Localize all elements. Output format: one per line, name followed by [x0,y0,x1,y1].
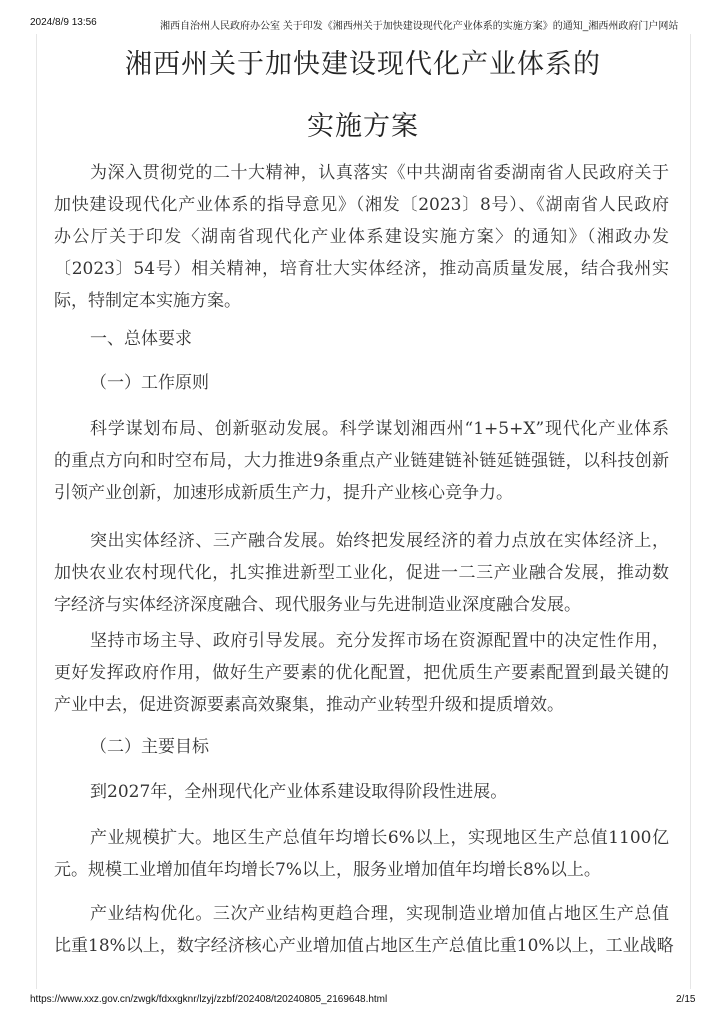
page-border-left [36,34,37,989]
print-datetime: 2024/8/9 13:56 [30,17,97,28]
document-title-line1: 湘西州关于加快建设现代化产业体系的 [125,49,601,80]
principle-line: 的重点方向和时空布局，大力推进9条重点产业链建链补链延链强链，以科技创新 [54,451,669,471]
principle-line: 坚持市场主导、政府引导发展。充分发挥市场在资源配置中的决定性作用， [90,631,669,651]
goal-intro: 到2027年，全州现代化产业体系建设取得阶段性进展。 [90,782,508,802]
goal-line: 产业规模扩大。地区生产总值年均增长6%以上，实现地区生产总值1100亿 [90,828,669,848]
section-heading: 一、总体要求 [90,329,192,349]
principle-line: 产业中去，促进资源要素高效聚集，推动产业转型升级和提质增效。 [54,695,564,715]
principle-line: 突出实体经济、三产融合发展。始终把发展经济的着力点放在实体经济上， [90,531,669,551]
intro-line: 为深入贯彻党的二十大精神，认真落实《中共湖南省委湖南省人民政府关于 [90,163,669,183]
document-title-line2: 实施方案 [307,111,419,142]
principle-line: 引领产业创新，加速形成新质生产力，提升产业核心竞争力。 [54,483,513,503]
intro-line: 办公厅关于印发〈湖南省现代化产业体系建设实施方案〉的通知》（湘政办发 [54,227,669,247]
page-border-right [690,34,691,989]
intro-line: 际，特制定本实施方案。 [54,291,241,311]
subsection-heading: （一）工作原则 [90,373,209,393]
principle-line: 更好发挥政府作用，做好生产要素的优化配置，把优质生产要素配置到最关键的 [54,663,669,683]
goal-line: 产业结构优化。三次产业结构更趋合理，实现制造业增加值占地区生产总值 [90,904,669,924]
subsection-heading: （二）主要目标 [90,737,209,757]
print-page-number: 2/15 [676,994,696,1005]
principle-line: 字经济与实体经济深度融合、现代服务业与先进制造业深度融合发展。 [54,595,581,615]
print-url: https://www.xxz.gov.cn/zwgk/fdxxgknr/lzyj/zzbf/202408/t20240805_2169648.html [30,994,388,1005]
intro-line: 加快建设现代化产业体系的指导意见》（湘发〔2023〕8号）、《湖南省人民政府 [54,195,669,215]
intro-line: 〔2023〕54号）相关精神，培育壮大实体经济，推动高质量发展，结合我州实 [54,259,669,279]
goal-line: 元。规模工业增加值年均增长7%以上，服务业增加值年均增长8%以上。 [54,860,601,880]
print-page-title: 湘西自治州人民政府办公室 关于印发《湘西州关于加快建设现代化产业体系的实施方案》的通知_湘西州政府门户网站 [160,21,679,32]
goal-line: 比重18%以上，数字经济核心产业增加值占地区生产总值比重10%以上，工业战略 [54,936,674,956]
principle-line: 科学谋划布局、创新驱动发展。科学谋划湘西州“1+5+X”现代化产业体系 [90,419,669,439]
principle-line: 加快农业农村现代化，扎实推进新型工业化，促进一二三产业融合发展，推动数 [54,563,669,583]
